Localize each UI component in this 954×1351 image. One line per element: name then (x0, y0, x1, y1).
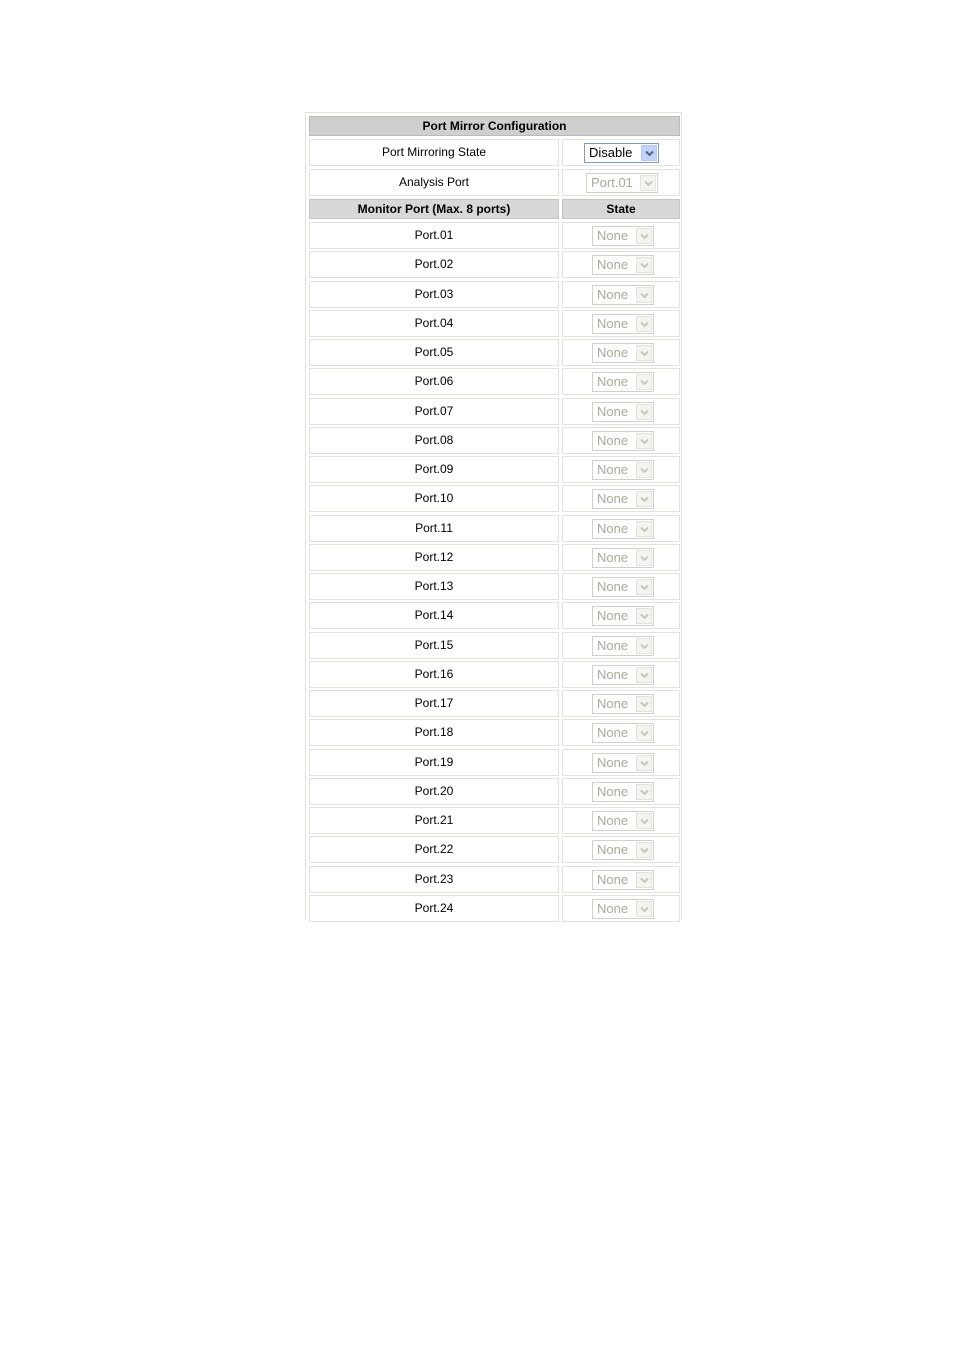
port-state-select[interactable] (592, 577, 654, 597)
port-state-cell (562, 661, 680, 688)
port-state-value: None (597, 667, 629, 682)
port-state-value: None (597, 608, 629, 623)
port-state-select[interactable] (592, 899, 654, 919)
port-state-cell (562, 866, 680, 893)
port-name: Port.20 (309, 778, 559, 805)
port-state-cell (562, 368, 680, 395)
chevron-down-icon (636, 491, 652, 507)
chevron-down-icon (636, 462, 652, 478)
port-name: Port.07 (309, 398, 559, 425)
port-name: Port.17 (309, 690, 559, 717)
port-name: Port.24 (309, 895, 559, 922)
chevron-down-icon (636, 755, 652, 771)
table-row (309, 573, 680, 600)
port-state-cell (562, 251, 680, 278)
port-name: Port.22 (309, 836, 559, 863)
table-row (309, 339, 680, 366)
analysis-port-row (309, 169, 680, 196)
port-state-select[interactable] (592, 548, 654, 568)
port-state-value: None (597, 521, 629, 536)
chevron-down-icon (636, 374, 652, 390)
port-name: Port.23 (309, 866, 559, 893)
port-state-cell (562, 515, 680, 542)
port-state-cell (562, 456, 680, 483)
analysis-port-cell (562, 169, 680, 196)
port-state-cell (562, 222, 680, 249)
table-row (309, 749, 680, 776)
port-state-cell (562, 807, 680, 834)
port-state-select[interactable] (592, 489, 654, 509)
port-state-select[interactable] (592, 460, 654, 480)
port-state-select[interactable] (592, 665, 654, 685)
table-row (309, 719, 680, 746)
port-state-cell (562, 632, 680, 659)
port-state-select[interactable] (592, 285, 654, 305)
table-row (309, 690, 680, 717)
port-state-select[interactable] (592, 226, 654, 246)
chevron-down-icon (636, 725, 652, 741)
chevron-down-icon (636, 842, 652, 858)
chevron-down-icon (636, 872, 652, 888)
table-row (309, 222, 680, 249)
port-state-value: None (597, 784, 629, 799)
port-state-select[interactable] (592, 314, 654, 334)
port-name: Port.14 (309, 602, 559, 629)
port-name: Port.04 (309, 310, 559, 337)
port-state-select[interactable] (592, 753, 654, 773)
port-state-cell (562, 339, 680, 366)
table-row (309, 427, 680, 454)
mirroring-state-value: Disable (589, 145, 633, 160)
chevron-down-icon (636, 287, 652, 303)
port-state-value: None (597, 842, 629, 857)
table-row (309, 602, 680, 629)
table-row (309, 632, 680, 659)
port-state-cell (562, 749, 680, 776)
port-state-cell (562, 573, 680, 600)
port-name: Port.03 (309, 281, 559, 308)
table-title: Port Mirror Configuration (309, 116, 680, 136)
chevron-down-icon[interactable] (641, 145, 657, 161)
table-row (309, 778, 680, 805)
chevron-down-icon (640, 175, 656, 191)
port-state-select[interactable] (592, 840, 654, 860)
port-name: Port.09 (309, 456, 559, 483)
port-state-value: None (597, 462, 629, 477)
port-state-value: None (597, 316, 629, 331)
monitor-header-row (309, 199, 680, 219)
port-state-select[interactable] (592, 811, 654, 831)
port-state-cell (562, 778, 680, 805)
chevron-down-icon (636, 521, 652, 537)
chevron-down-icon (636, 579, 652, 595)
table-row (309, 310, 680, 337)
port-name: Port.15 (309, 632, 559, 659)
port-state-select[interactable] (592, 723, 654, 743)
port-state-select[interactable] (592, 606, 654, 626)
table-row (309, 661, 680, 688)
port-name: Port.19 (309, 749, 559, 776)
chevron-down-icon (636, 433, 652, 449)
state-column-header: State (562, 199, 680, 219)
port-state-value: None (597, 813, 629, 828)
port-state-select[interactable] (592, 431, 654, 451)
port-state-value: None (597, 404, 629, 419)
port-state-cell (562, 310, 680, 337)
port-state-value: None (597, 755, 629, 770)
table-row (309, 398, 680, 425)
port-state-value: None (597, 257, 629, 272)
port-state-cell (562, 895, 680, 922)
mirroring-state-cell (562, 139, 680, 166)
port-name: Port.18 (309, 719, 559, 746)
chevron-down-icon (636, 696, 652, 712)
analysis-port-value: Port.01 (591, 175, 633, 190)
port-state-select[interactable] (592, 372, 654, 392)
table-row (309, 807, 680, 834)
table-row (309, 251, 680, 278)
port-state-value: None (597, 345, 629, 360)
port-state-value: None (597, 901, 629, 916)
table-row (309, 895, 680, 922)
port-name: Port.12 (309, 544, 559, 571)
port-name: Port.02 (309, 251, 559, 278)
port-state-value: None (597, 872, 629, 887)
chevron-down-icon (636, 608, 652, 624)
table-row (309, 485, 680, 512)
port-state-value: None (597, 433, 629, 448)
port-state-cell (562, 836, 680, 863)
port-state-value: None (597, 696, 629, 711)
port-name: Port.01 (309, 222, 559, 249)
port-state-select[interactable] (592, 519, 654, 539)
port-state-value: None (597, 374, 629, 389)
port-state-value: None (597, 228, 629, 243)
chevron-down-icon (636, 404, 652, 420)
analysis-port-label: Analysis Port (309, 169, 559, 196)
port-name: Port.11 (309, 515, 559, 542)
port-state-value: None (597, 579, 629, 594)
port-state-cell (562, 398, 680, 425)
chevron-down-icon (636, 257, 652, 273)
port-state-cell (562, 427, 680, 454)
port-state-select[interactable] (592, 636, 654, 656)
chevron-down-icon (636, 550, 652, 566)
port-name: Port.08 (309, 427, 559, 454)
port-name: Port.13 (309, 573, 559, 600)
port-state-cell (562, 602, 680, 629)
chevron-down-icon (636, 667, 652, 683)
port-state-select[interactable] (592, 343, 654, 363)
port-name: Port.16 (309, 661, 559, 688)
port-name: Port.06 (309, 368, 559, 395)
port-mirror-config-table (305, 112, 682, 920)
port-state-select[interactable] (592, 870, 654, 890)
mirroring-state-row (309, 139, 680, 166)
table-row (309, 515, 680, 542)
port-state-select[interactable] (592, 255, 654, 275)
table-row (309, 281, 680, 308)
chevron-down-icon (636, 228, 652, 244)
port-state-select[interactable] (592, 402, 654, 422)
port-state-value: None (597, 491, 629, 506)
port-name: Port.21 (309, 807, 559, 834)
chevron-down-icon (636, 784, 652, 800)
mirroring-state-label: Port Mirroring State (309, 139, 559, 166)
table-row (309, 544, 680, 571)
chevron-down-icon (636, 345, 652, 361)
chevron-down-icon (636, 813, 652, 829)
monitor-port-column-header: Monitor Port (Max. 8 ports) (309, 199, 559, 219)
port-state-cell (562, 281, 680, 308)
port-state-value: None (597, 638, 629, 653)
chevron-down-icon (636, 638, 652, 654)
port-state-value: None (597, 725, 629, 740)
port-state-value: None (597, 550, 629, 565)
mirroring-state-select[interactable] (584, 143, 659, 163)
port-name: Port.10 (309, 485, 559, 512)
table-row (309, 866, 680, 893)
chevron-down-icon (636, 901, 652, 917)
chevron-down-icon (636, 316, 652, 332)
table-row (309, 836, 680, 863)
port-state-select[interactable] (592, 782, 654, 802)
port-state-cell (562, 485, 680, 512)
table-row (309, 368, 680, 395)
port-state-select[interactable] (592, 694, 654, 714)
port-name: Port.05 (309, 339, 559, 366)
table-row (309, 456, 680, 483)
port-state-cell (562, 719, 680, 746)
analysis-port-select[interactable] (586, 173, 658, 193)
port-state-value: None (597, 287, 629, 302)
port-state-cell (562, 690, 680, 717)
port-state-cell (562, 544, 680, 571)
